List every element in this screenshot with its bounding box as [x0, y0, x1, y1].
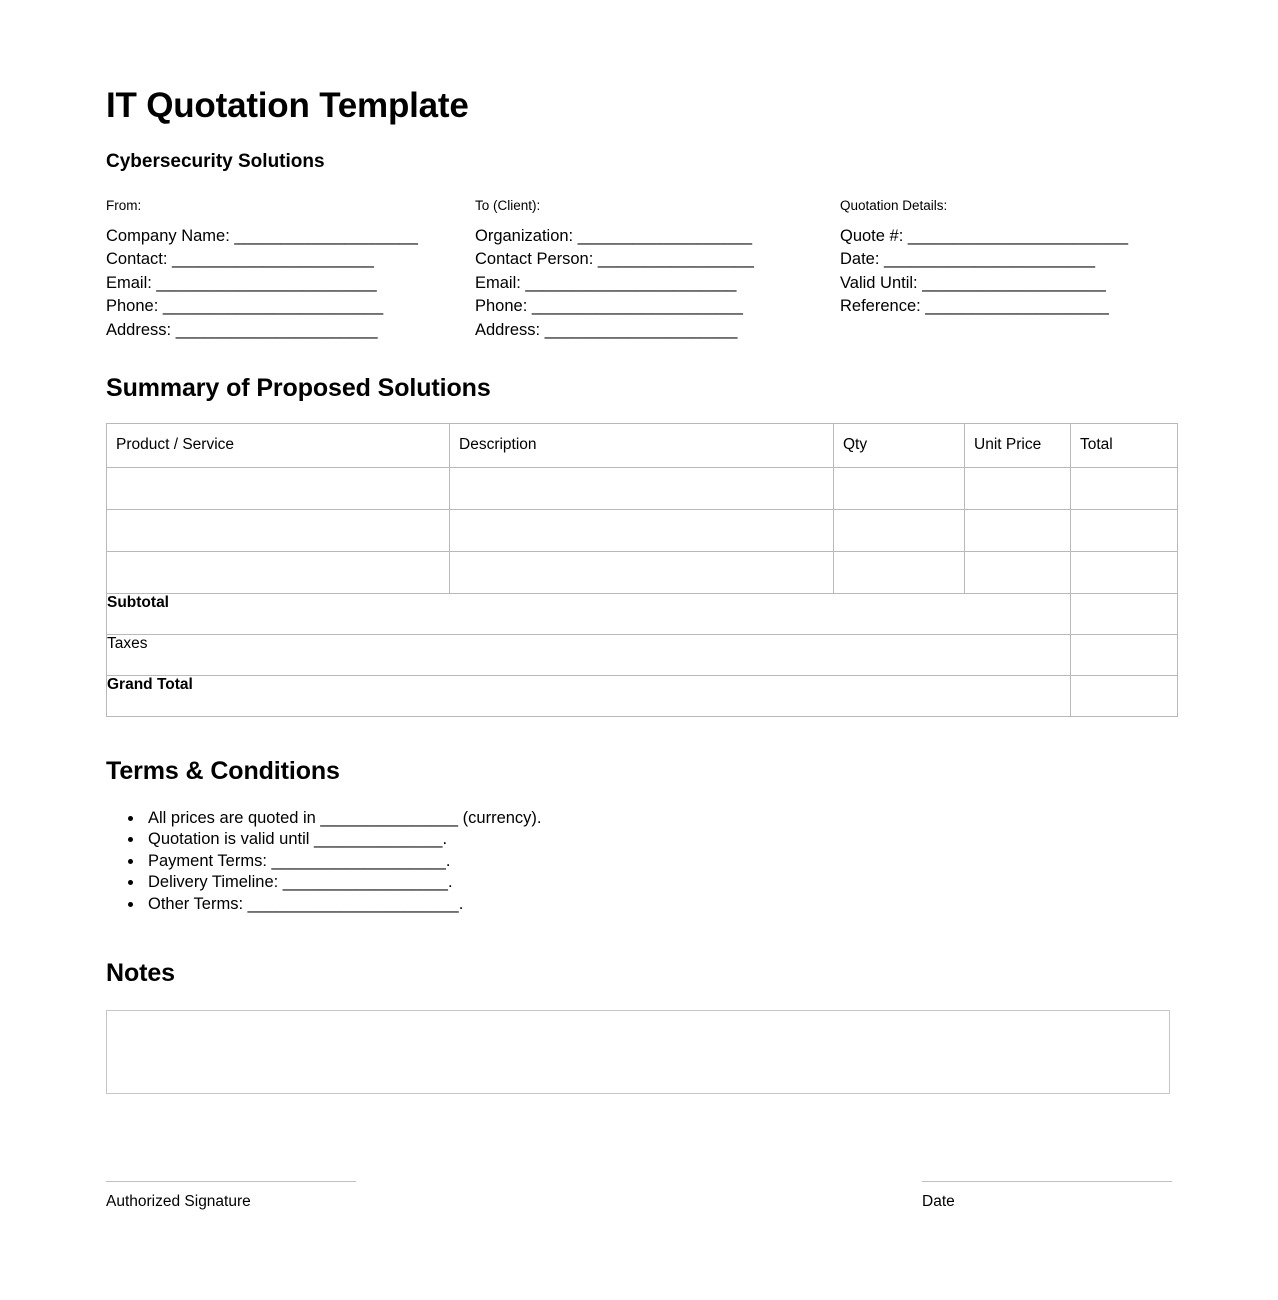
column-header-product-service: [107, 423, 450, 468]
terms-heading: Terms & Conditions: [106, 757, 340, 786]
summary-table-body: [107, 468, 1178, 717]
cell-total[interactable]: [1071, 468, 1178, 510]
quotation-details-column: [840, 198, 1172, 343]
cell-description[interactable]: [450, 510, 834, 552]
from-field-phone[interactable]: Phone: ________________________: [106, 297, 384, 316]
quote-field-reference[interactable]: Reference: ____________________: [840, 297, 1109, 316]
client-field-phone[interactable]: Phone: _______________________: [475, 297, 743, 316]
summary-section: [106, 375, 1172, 717]
column-header-description: [450, 423, 834, 468]
taxes-label: Taxes: [107, 635, 1071, 676]
from-field-company-name[interactable]: Company Name: ____________________: [106, 226, 418, 245]
signature-block: [106, 1181, 356, 1212]
from-field-email[interactable]: Email: ________________________: [106, 273, 377, 292]
summary-table: [106, 423, 1178, 718]
terms-section: [106, 758, 1172, 915]
cell-description[interactable]: [450, 468, 834, 510]
table-header-row: [107, 423, 1178, 468]
date-block: [922, 1181, 1172, 1212]
from-field-contact[interactable]: Contact: ______________________: [106, 250, 374, 269]
grand-total-label: Grand Total: [107, 676, 1071, 717]
document-content: [106, 0, 1172, 1212]
list-item[interactable]: • Delivery Timeline: __________________.: [144, 872, 1172, 894]
client-field-address[interactable]: Address: _____________________: [475, 320, 738, 339]
cell-unit-price[interactable]: [965, 510, 1071, 552]
to-client-column: [475, 198, 840, 343]
cell-product-service[interactable]: [107, 552, 450, 594]
from-column: [106, 198, 475, 343]
table-row: [107, 510, 1178, 552]
column-header-unit-price: [965, 423, 1071, 468]
cell-qty[interactable]: [834, 468, 965, 510]
grand-total-row: [107, 676, 1178, 717]
quote-field-date[interactable]: Date: _______________________: [840, 250, 1096, 269]
cell-unit-price[interactable]: [965, 468, 1071, 510]
taxes-row: [107, 635, 1178, 676]
column-header-product-service-label: Product / Service: [116, 435, 235, 453]
cell-total[interactable]: [1071, 510, 1178, 552]
list-item[interactable]: • Quotation is valid until ______________.: [144, 829, 1172, 851]
column-header-unit-price-label: Unit Price: [974, 435, 1042, 453]
signature-footer: [106, 1181, 1172, 1212]
terms-list: [106, 808, 1172, 916]
cell-product-service[interactable]: [107, 510, 450, 552]
subtotal-value[interactable]: [1071, 594, 1178, 635]
cell-total[interactable]: [1071, 552, 1178, 594]
notes-heading: Notes: [106, 959, 175, 988]
client-field-email[interactable]: Email: _______________________: [475, 273, 737, 292]
summary-heading: Summary of Proposed Solutions: [106, 374, 491, 403]
list-item[interactable]: • Other Terms: _______________________.: [144, 894, 1172, 916]
grand-total-value[interactable]: [1071, 676, 1178, 717]
from-field-address[interactable]: Address: ______________________: [106, 320, 378, 339]
from-heading: From:: [106, 197, 142, 213]
date-caption: Date: [922, 1192, 955, 1210]
list-item[interactable]: • All prices are quoted in _______________ (currency).: [144, 808, 1172, 830]
subtotal-label: Subtotal: [107, 594, 1071, 635]
subtotal-row: [107, 594, 1178, 635]
summary-table-head: [107, 423, 1178, 468]
signature-caption: Authorized Signature: [106, 1192, 251, 1210]
page-title: IT Quotation Template: [106, 86, 469, 125]
cell-unit-price[interactable]: [965, 552, 1071, 594]
quote-field-number[interactable]: Quote #: ________________________: [840, 226, 1129, 245]
notes-section: [106, 960, 1172, 1094]
cell-qty[interactable]: [834, 552, 965, 594]
notes-input[interactable]: [106, 1010, 1170, 1094]
client-field-organization[interactable]: Organization: ___________________: [475, 226, 753, 245]
cell-product-service[interactable]: [107, 468, 450, 510]
contact-info-block: [106, 198, 1172, 343]
to-client-heading: To (Client):: [475, 197, 541, 213]
column-header-qty-label: Qty: [843, 435, 868, 453]
table-row: [107, 468, 1178, 510]
list-item[interactable]: • Payment Terms: ___________________.: [144, 851, 1172, 873]
column-header-total-label: Total: [1080, 435, 1113, 453]
column-header-qty: [834, 423, 965, 468]
cell-qty[interactable]: [834, 510, 965, 552]
page-subtitle: Cybersecurity Solutions: [106, 150, 325, 172]
taxes-value[interactable]: [1071, 635, 1178, 676]
quotation-details-heading: Quotation Details:: [840, 197, 948, 213]
table-row: [107, 552, 1178, 594]
cell-description[interactable]: [450, 552, 834, 594]
column-header-total: [1071, 423, 1178, 468]
quote-field-valid-until[interactable]: Valid Until: ____________________: [840, 273, 1106, 292]
column-header-description-label: Description: [459, 435, 537, 453]
client-field-contact-person[interactable]: Contact Person: _________________: [475, 250, 754, 269]
